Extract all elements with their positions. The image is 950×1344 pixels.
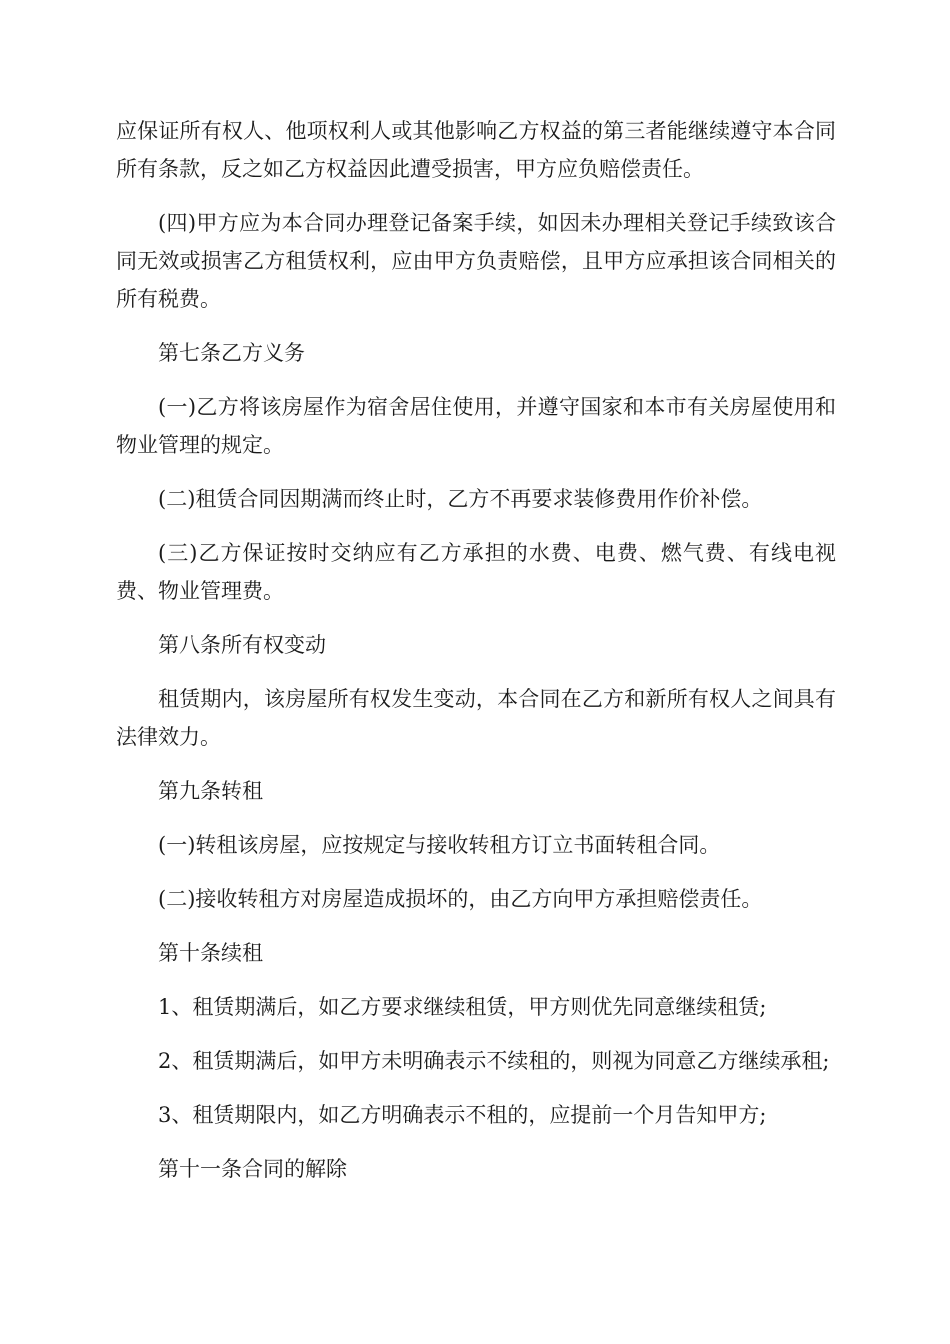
document-body bbox=[116, 112, 836, 1204]
paragraph-article-10-item-2: 2、租赁期满后，如甲方未明确表示不续租的，则视为同意乙方继续承租; bbox=[158, 1049, 830, 1073]
paragraph-continuation: 应保证所有权人、他项权利人或其他影响乙方权益的第三者能继续遵守本合同所有条款，反之如乙方权益因此遭受损害，甲方应负赔偿责任。 bbox=[116, 119, 836, 181]
section-heading-article-9: 第九条转租 bbox=[158, 779, 263, 803]
paragraph-article-10-item-3: 3、租赁期限内，如乙方明确表示不租的，应提前一个月告知甲方; bbox=[158, 1103, 767, 1127]
paragraph-article-8-body: 租赁期内，该房屋所有权发生变动，本合同在乙方和新所有权人之间具有法律效力。 bbox=[116, 687, 836, 749]
section-heading-article-10: 第十条续租 bbox=[158, 941, 263, 965]
paragraph-article-7-item-2: (二)租赁合同因期满而终止时，乙方不再要求装修费用作价补偿。 bbox=[158, 487, 763, 511]
paragraph-clause-4-registration: (四)甲方应为本合同办理登记备案手续，如因未办理相关登记手续致该合同无效或损害乙方租赁权利，应由甲方负责赔偿，且甲方应承担该合同相关的所有税费。 bbox=[116, 211, 836, 311]
paragraph-article-9-item-1: (一)转租该房屋，应按规定与接收转租方订立书面转租合同。 bbox=[158, 833, 721, 857]
paragraph-article-7-item-3: (三)乙方保证按时交纳应有乙方承担的水费、电费、燃气费、有线电视费、物业管理费。 bbox=[116, 541, 836, 603]
section-heading-article-8: 第八条所有权变动 bbox=[158, 633, 326, 657]
paragraph-article-7-item-1: (一)乙方将该房屋作为宿舍居住使用，并遵守国家和本市有关房屋使用和物业管理的规定。 bbox=[116, 395, 836, 457]
section-heading-article-7: 第七条乙方义务 bbox=[158, 341, 305, 365]
section-heading-article-11: 第十一条合同的解除 bbox=[158, 1157, 347, 1181]
paragraph-article-10-item-1: 1、租赁期满后，如乙方要求继续租赁，甲方则优先同意继续租赁; bbox=[158, 995, 767, 1019]
paragraph-article-9-item-2: (二)接收转租方对房屋造成损坏的，由乙方向甲方承担赔偿责任。 bbox=[158, 887, 763, 911]
